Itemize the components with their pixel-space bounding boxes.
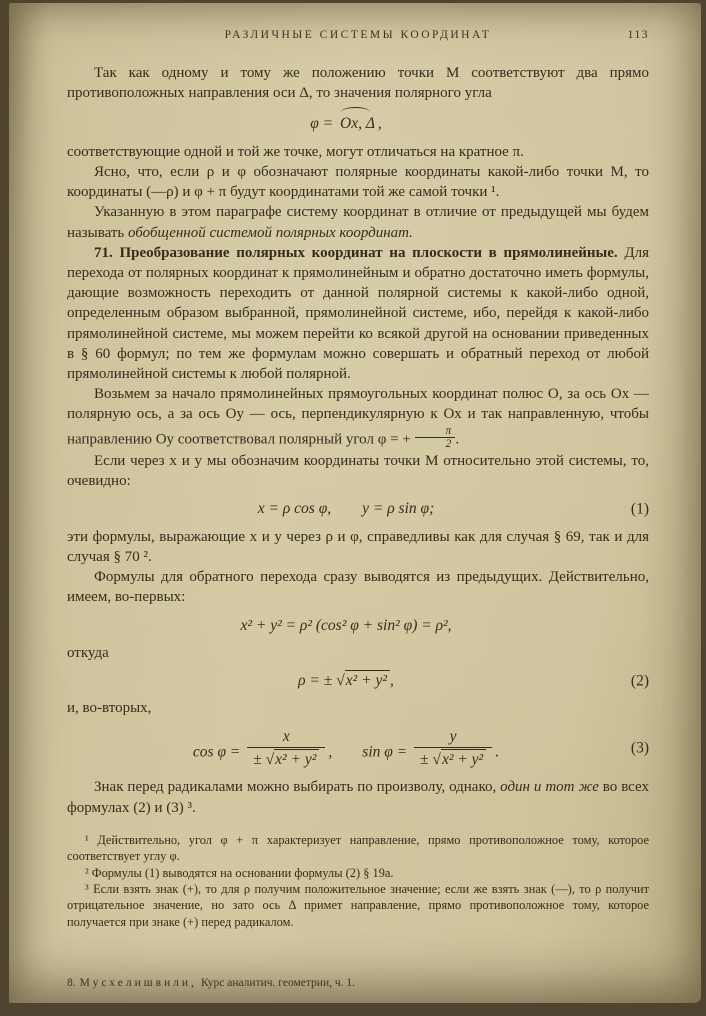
paragraph-4 (67, 202, 649, 242)
paragraph-12 (67, 777, 649, 817)
section-heading: 71. Преобразование полярных координат на плоскости в прямолинейные. (94, 244, 618, 261)
signature-number: 8. (67, 977, 76, 989)
fraction-numerator: π (415, 425, 456, 439)
angle-arc-body: Ox, Δ (340, 115, 375, 133)
formula-3-separator: , (328, 742, 333, 760)
square-root (266, 749, 320, 768)
fraction-denominator: 2 (445, 438, 452, 451)
paragraph-5 (67, 243, 649, 384)
sin-denominator (414, 748, 492, 769)
author-name: Мусхелишвили, (79, 977, 197, 989)
formula-squares-body: x² + y² = ρ² (cos² φ + sin² φ) = ρ², (240, 616, 452, 634)
paragraph-8: эти формулы, выражающие x и y через ρ и φ, справедливы как для случая § 69, так и для случая § 70 ². (67, 528, 649, 565)
sin-numerator: y (414, 727, 492, 748)
sin-lhs: sin φ = (362, 742, 412, 760)
equation-number-2: (2) (630, 672, 649, 690)
formula-angle-tail: , (377, 115, 382, 133)
paragraph-2: соответствующие одной и той же точке, могут отличаться на кратное π. (67, 143, 524, 160)
angle-arc (337, 111, 378, 133)
radical-sign: √ (265, 751, 275, 769)
square-root (336, 670, 390, 689)
radical-sign: √ (432, 751, 441, 769)
formula-polar-angle (67, 111, 625, 133)
footnotes (67, 832, 649, 930)
page-content (67, 63, 649, 930)
paragraph-3: Ясно, что, если ρ и φ обозначают полярные координаты какой-либо точки M, то координаты (—ρ) и φ + π будут координатами той же самой точки ¹. (67, 163, 649, 201)
book-title: Курс аналитич. геометрии, ч. 1. (200, 977, 356, 989)
equation-number-1: (1) (630, 500, 649, 518)
paragraph-9: Формулы для обратного перехода сразу выводятся из предыдущих. Действительно, имеем, во-первых: (67, 569, 649, 606)
paragraph-10: откуда (67, 644, 109, 661)
footnote-3: ³ Если взять знак (+), то для ρ получим положительное значение; если же взять знак (—), то ρ получит отрицательное значение, но зато ось Δ примет направление, прямо противоположное тому, которое получается при знаке (+) перед радикалом. (67, 882, 649, 929)
paragraph-11: и, во-вторых, (67, 700, 152, 717)
footnote-1: ¹ Действительно, угол φ + π характеризует направление, прямо противоположное тому, которое соответствует углу φ. (67, 832, 649, 864)
plus-minus: ± (420, 751, 433, 769)
paragraph-12-text-a: Знак перед радикалами можно выбирать по произволу, однако, (94, 779, 501, 796)
square-root (432, 749, 486, 768)
book-signature-line (67, 977, 355, 989)
paragraph-12-text-b: во всех формулах (2) и (3) ³. (67, 779, 649, 816)
paragraph-6-text: Возьмем за начало прямолинейных прямоугольных координат полюс O, за ось Ox — полярную ось, а за ось Oy — ось, перпендикулярную к Ox и так направленную, чтобы направлению Oy соответствовал полярный угол φ = + (67, 386, 649, 447)
radicand: x² + y² (274, 749, 319, 768)
formula-squares (67, 616, 625, 635)
cos-lhs: cos φ = (192, 742, 245, 760)
page-number: 113 (627, 29, 649, 41)
formula-2-tail: , (389, 672, 394, 690)
cos-fraction (247, 727, 325, 770)
book-page (9, 3, 701, 1003)
paragraph-6-period: . (455, 430, 460, 447)
paragraph-12-emphasis: один и тот же (500, 779, 599, 796)
formula-3 (67, 727, 649, 770)
equation-number-3: (3) (630, 739, 649, 757)
paragraph-7: Если через x и y мы обозначим координаты точки M относительно этой системы, то, очевидно: (67, 452, 649, 490)
paragraph-5-text: Для перехода от полярных координат к прямолинейным и обратно достаточно иметь формулы, дающие возможность переходить от данной полярной системы к какой-либо одной, определенным образом выбранной, прямолинейной системе, ибо, перейдя к какой-либо прямолинейной системе, мы можем перейти ко всякой другой на основании приведенных в § 60 формул; по тем же формулам можно совершать и обратный переход от любой прямолинейной системы к любой полярной. (67, 244, 649, 383)
paragraph-6 (67, 384, 649, 451)
formula-1 (67, 499, 649, 518)
radicand: x² + y² (441, 749, 486, 768)
formula-2 (67, 671, 649, 690)
paragraph-4-text: Указанную в этом параграфе систему координат в отличие от предыдущей мы будем называть (67, 204, 649, 241)
radical-sign: √ (336, 672, 345, 690)
footnote-2: ² Формулы (1) выводятся на основании формулы (2) § 19а. (85, 865, 394, 880)
sin-fraction (414, 727, 492, 770)
plus-minus: ± (253, 751, 266, 769)
running-head (67, 29, 649, 45)
formula-3-period: . (495, 742, 500, 760)
formula-angle-lhs: φ = (310, 115, 337, 133)
page-title: РАЗЛИЧНЫЕ СИСТЕМЫ КООРДИНАТ (224, 29, 492, 41)
paragraph-1: Так как одному и тому же положению точки M соответствуют два прямо противоположных направления оси Δ, то значения полярного угла (67, 65, 649, 102)
inline-fraction-pi-2 (415, 425, 456, 451)
paragraph-4-emphasis: обобщенной системой полярных координат. (128, 224, 413, 241)
cos-numerator: x (247, 727, 325, 748)
formula-2-lhs: ρ = ± (298, 672, 337, 690)
radicand: x² + y² (345, 670, 390, 689)
cos-denominator (247, 748, 325, 769)
formula-1-body: x = ρ cos φ, y = ρ sin φ; (257, 500, 435, 518)
